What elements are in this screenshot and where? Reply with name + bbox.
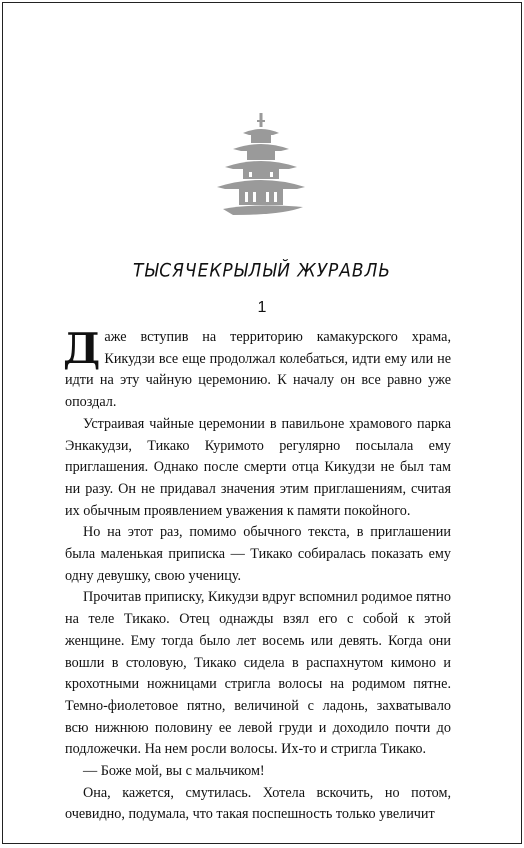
paragraph-5: — Боже мой, вы с мальчиком! <box>83 763 265 780</box>
drop-cap: Д <box>63 324 101 373</box>
paragraph-3: Но на этот раз, помимо обычного текста, в приглашении была маленькая приписка — Тикако собиралась показать ему одну девушку, свою ученицу. <box>65 524 451 584</box>
paragraph-1 <box>63 324 451 414</box>
paragraph-2: Устраивая чайные церемонии в павильоне храмового парка Энкакудзи, Тикако Куримото регулярно посылала ему приглашения. Однако после смерти отца Кикудзи не был там ни разу. Он не придавал значения этим приглашениям, считая их обычным проявлением уважения к памяти покойного. <box>65 415 451 519</box>
chapter-number: 1 <box>257 299 267 316</box>
paragraph-4: Прочитав приписку, Кикудзи вдруг вспомнил родимое пятно на теле Тикако. Отец однажды взял его с собой к этой женщине. Ему тогда было лет восемь или девять. Когда они вошли в столовую, Тикако сидела в распахнутом кимоно и крохотными ножницами стригла волосы на родимом пятне. Темно-фиолетовое пятно, величиной с ладонь, захватывало всю нижнюю половину ее левой груди и доходило почти до подложечки. На нем росли волосы. Их-то и стригла Тикако. <box>65 589 451 758</box>
paragraph-6: Она, кажется, смутилась. Хотела вскочить, но потом, очевидно, подумала, что такая поспешность только увеличит <box>65 784 451 823</box>
story-title: ТЫСЯЧЕКРЫЛЫЙ ЖУРАВЛЬ <box>132 260 392 282</box>
book-page <box>2 2 522 844</box>
body-text <box>63 324 451 826</box>
paragraph-1-text: аже вступив на территорию камакурского храма, Кикудзи все еще продолжал колебаться, идти ему или не идти на эту чайную церемонию. К началу он все равно уже опоздал. <box>65 329 451 411</box>
pagoda-icon <box>213 111 309 221</box>
